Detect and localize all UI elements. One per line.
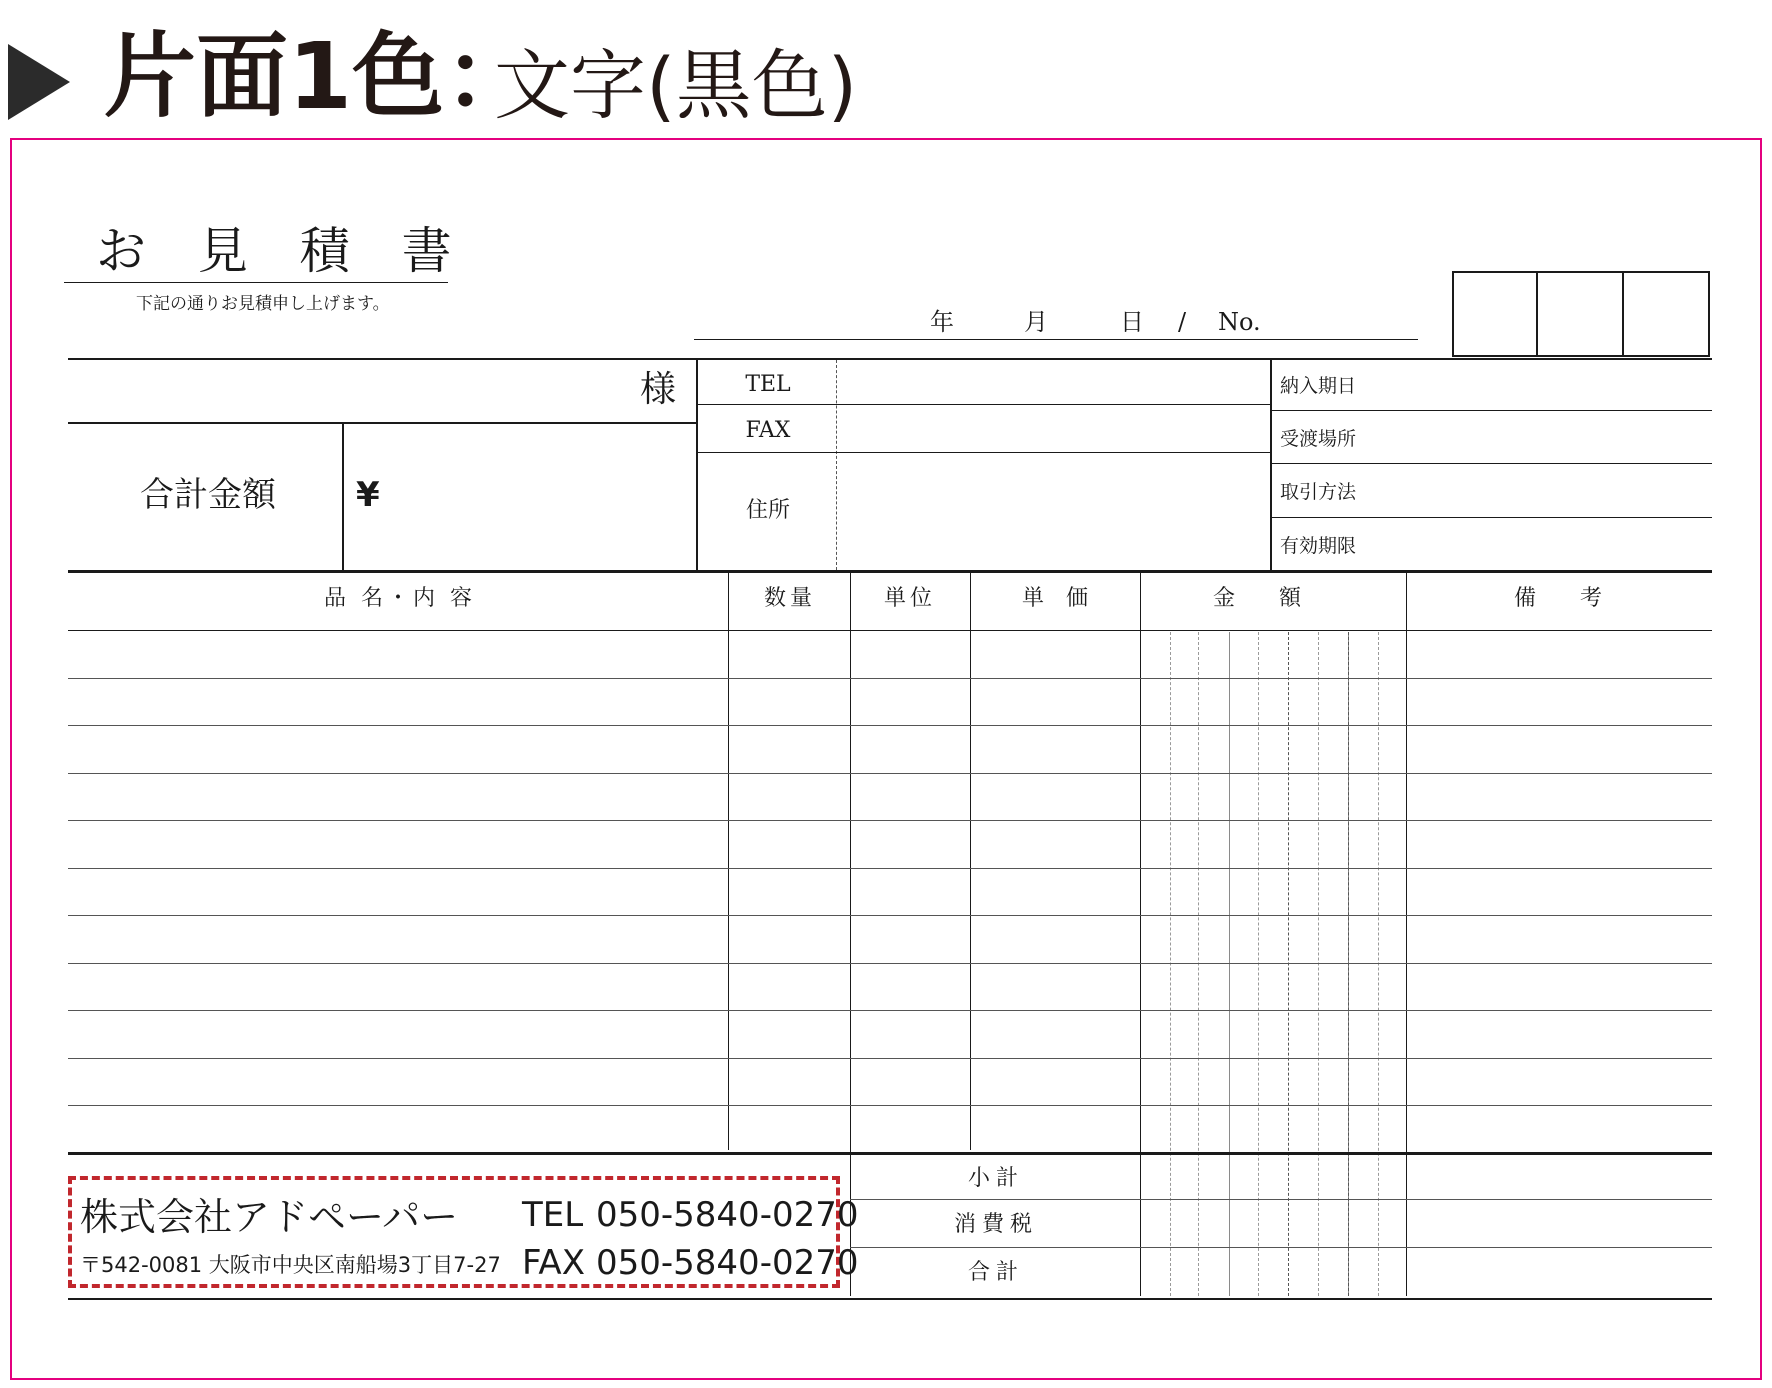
header-top-rule [68, 358, 1712, 360]
tel-label: TEL [745, 372, 791, 397]
column-qty: 数量 [763, 586, 817, 611]
yen-symbol: ¥ [356, 475, 380, 515]
terms-line-1 [1270, 410, 1712, 411]
table-row [68, 868, 1712, 869]
date-underline [694, 339, 1418, 340]
customer-suffix: 様 [640, 369, 677, 410]
total-amount-label: 合計金額 [140, 475, 276, 515]
table-row [68, 725, 1712, 726]
term-delivery-date: 納入期日 [1280, 375, 1357, 397]
date-month: 月 [1024, 308, 1048, 336]
term-delivery-place: 受渡場所 [1280, 428, 1357, 450]
table-row [68, 678, 1712, 679]
amount-guide [1170, 632, 1171, 1296]
company-address: 〒542-0081 大阪市中央区南船場3丁目7-27 [80, 1253, 501, 1277]
company-tel: 050-5840-0270 [596, 1195, 859, 1235]
heading-sub: 文字(黒色) [494, 41, 858, 130]
fax-row-line [696, 452, 1270, 453]
column-remarks: 備 考 [1513, 586, 1603, 611]
date-day: 日 [1120, 308, 1144, 336]
contact-label-divider [836, 360, 837, 570]
amount-guide [1348, 632, 1349, 1296]
col-divider-unit [970, 570, 971, 1150]
summary-bottom-rule [68, 1298, 1712, 1300]
column-amount: 金 額 [1212, 586, 1302, 611]
table-row [68, 1058, 1712, 1059]
date-year: 年 [930, 308, 954, 336]
summary-row-line [850, 1199, 1712, 1200]
summary-row-line [850, 1247, 1712, 1248]
tel-row-line [696, 404, 1270, 405]
company-name: 株式会社アドペーパー [80, 1195, 459, 1239]
amount-guide [1378, 632, 1379, 1296]
total-divider [342, 422, 344, 570]
play-arrow-icon [8, 44, 70, 120]
table-row [68, 1105, 1712, 1106]
heading-main: 片面1色： [104, 23, 537, 130]
table-row [68, 1010, 1712, 1011]
form-subtitle: 下記の通りお見積申し上げます。 [136, 294, 390, 314]
term-payment-method: 取引方法 [1280, 481, 1357, 503]
amount-guide [1229, 632, 1230, 1296]
company-tel-label: TEL [522, 1195, 584, 1235]
address-label: 住所 [745, 498, 791, 523]
total-label: 合計 [967, 1260, 1025, 1285]
contact-left-border [696, 358, 698, 570]
table-bottom-rule [68, 1152, 1712, 1155]
form-title: お 見 積 書 [96, 222, 470, 280]
amount-guide [1258, 632, 1259, 1296]
terms-line-2 [1270, 463, 1712, 464]
column-unit: 単位 [883, 586, 937, 611]
terms-left-border [1270, 358, 1272, 570]
table-row [68, 773, 1712, 774]
table-row [68, 820, 1712, 821]
company-fax-label: FAX [522, 1243, 585, 1283]
number-label: No. [1218, 308, 1261, 336]
stamp-box-2 [1538, 271, 1624, 357]
table-row [68, 915, 1712, 916]
col-divider-item [728, 570, 729, 1150]
column-unit-price: 単 価 [1021, 586, 1089, 611]
fax-label: FAX [745, 418, 791, 443]
subtotal-label: 小計 [967, 1166, 1025, 1191]
table-top-rule [68, 570, 1712, 573]
column-item: 品 名・内 容 [324, 586, 476, 611]
date-slash: / [1178, 308, 1187, 336]
tax-label: 消費税 [953, 1212, 1039, 1237]
title-underline [64, 282, 448, 283]
customer-underline [68, 422, 696, 424]
terms-line-3 [1270, 517, 1712, 518]
term-valid-until: 有効期限 [1280, 535, 1357, 557]
amount-guide [1288, 632, 1289, 1296]
amount-guide [1318, 632, 1319, 1296]
table-header-rule [68, 630, 1712, 631]
company-fax: 050-5840-0270 [596, 1243, 859, 1283]
table-row [68, 963, 1712, 964]
amount-guide [1198, 632, 1199, 1296]
stamp-box-3 [1624, 271, 1710, 357]
stamp-box-1 [1452, 271, 1538, 357]
